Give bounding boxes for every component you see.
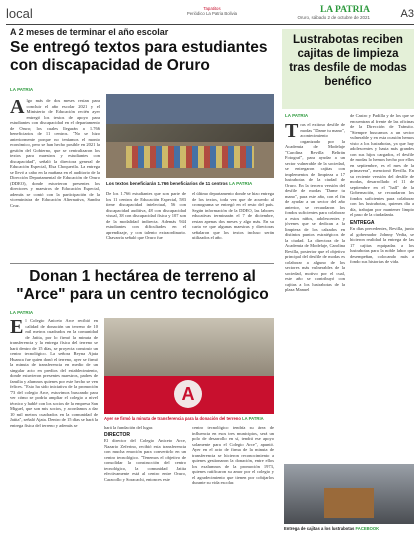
header-brand: LA PATRIA bbox=[319, 5, 370, 15]
art1-dropcap: A bbox=[10, 98, 25, 118]
art2-column-2 bbox=[350, 113, 414, 462]
art1-byline: LA PATRIA bbox=[10, 87, 34, 92]
art1-col1-text: lgo más de dos meses restan para concluir el año escolar 2021 y el Ministerio de Educación recién ayer entregó los textos de apoyo para estudiantes con discapacidad en el departamento de Oruro; los cuales llegarán a 1.766 beneficiarios de 11 centros. "No se hizo anteriormente porque no teníamos el monto económico, pero se han hecho posible en 2021 la gestión del Gobierno, que se centralizaron los textos para maestros y estudiantes con discapacidad", señaló la directora general de Educación Especial, Elsa Choquerila. La entrega se llevó a cabo en la mañana en el auditorio de la Dirección Departamental de Educación de Oruro (DDEO), donde estuvieron presentes los directores y maestros de Educación Especial, además se contó con la participación de la viceministra de Educación Alternativa, Sandra Cruz. bbox=[10, 98, 100, 208]
header-rule bbox=[6, 24, 414, 25]
section-divider bbox=[10, 263, 274, 264]
art3-col2-text: hará la fundación del lugar. bbox=[104, 425, 154, 430]
header-center-top: Tapatitos bbox=[203, 6, 221, 11]
art2-photo bbox=[284, 464, 414, 524]
art1-column-3: el último departamento donde se hizo entrega de los textos, toda vez que de acuerdo al cronograma se entregó en el resto del país. Según información de la DDEO, las labores educativas terminarán el 7 de diciembre, restan apenas dos meses y algo más. En su carta ve que algunas maestras y directoras señalaron que los textos incluso serán utilizados el año. bbox=[192, 191, 274, 240]
art3-photo-caption bbox=[104, 416, 274, 421]
art2-caption-credit: FACEBOOK bbox=[355, 526, 380, 531]
art1-caption-credit: LA PATRIA bbox=[229, 181, 253, 186]
art2-title-box bbox=[282, 29, 414, 109]
art3-photo-emblem: A bbox=[174, 380, 202, 408]
art1-photo-stage bbox=[106, 94, 274, 124]
art2-byline: LA PATRIA bbox=[285, 113, 309, 118]
header-center bbox=[172, 6, 252, 16]
header-dateline: Oruro, sábado 2 de octubre de 2021 bbox=[297, 15, 370, 20]
art1-column-2: De los 1.766 estudiantes que son parte de los 11 centros de Educación Especial, 583 tiene discapacidad intelectual, 56 con discapacidad auditiva, 48 con discapacidad visual, 38 con discapacidad física y 107 son de la modalidad indirecta. Además 944 estudiantes con dificultades en el aprendizaje, y con talento extraordinario. Chavarría señaló que Oruro fue bbox=[106, 191, 186, 240]
art1-title: Se entregó textos para estudiantes con discapacidad de Oruro bbox=[10, 39, 268, 74]
art2-title: Lustrabotas reciben cajitas de limpieza tras desfile de modas benéfico bbox=[289, 34, 407, 88]
art3-dropcap: E bbox=[10, 318, 24, 338]
art3-column-3: centro tecnológico tendría su área de influencia en esos tres municipios, será un polo de desarrollo en sí, tendrá ese apoyo solamente para el Colegio Arce", apuntó. Ayer en el acto de firma de la minuta de transferencia se hicieron reconocimiento a quienes gestionaron la donación, entre ellos los exalumnos de la promoción 1973, quienes ratificaron su amor por el colegio y el agradecimiento que tienen por cobijarlos durante su vida escolar. bbox=[192, 425, 274, 485]
art3-caption-text: Ayer se firmó la minuta de transferencia para la donación del terreno bbox=[104, 416, 241, 421]
art3-caption-credit: LA PATRIA bbox=[242, 416, 264, 421]
art1-photo-caption bbox=[106, 181, 274, 186]
art2-subhead: ENTREGA bbox=[350, 219, 375, 226]
art2-col1-text: ras el exitoso desfile de modas "Dame tu mano", acontecimiento organizado por la Academia de Modelaje "Carolina Revilla Beltrán Fotograf", para ayudar a un sector vulnerable de la sociedad, se entregaron cajitas con implementos de limpieza a 17 lustrabotas de la ciudad de Oruro. En la tercera versión del desfile de modas "Dame tu mano", para este año, con el fin de ayudar a un sector del año anterior, se recaudaron los fondos suficientes para colaborar a estos niños, adolescentes y jóvenes que se dedican a la limpieza de los calzados en distintos puntos estratégicos de la ciudad. La directora de la Academia de Modelaje, Carolina Revilla, posterior que el objetivo principal del desfile de modas es colaborar a alguno de los sectores más vulnerables de la sociedad, motivo por el cual, este año se contribuyó con cajitas a los lustrabotas de la plaza Manuel bbox=[285, 122, 345, 292]
art3-column-2 bbox=[104, 425, 186, 528]
art2-photo-caption bbox=[284, 526, 414, 531]
art3-col2b-text: El director del Colegio Aniceto Arce, Nazario Zeferino, recibió esta transferencia con mucha emoción para convertirlo en un centro tecnológico. "Tenemos el objetivo de consolidar la construcción del centro tecnológico, la comunidad Jatita efectivamente está al centro entre Oruro, Caracollo y Soracachi, entonces este bbox=[104, 438, 186, 482]
art2-col2-text: de Castro y Padilla y de los que se encuentran al frente de las oficinas de la Dirección de Tránsito. "Siempre buscamos a un sector vulnerable y en esta ocasión hemos visto a los lustrabotas, ya que hay adolescentes y hasta más grandes con sus hijos cargados, el desfile de modas lo hemos hecho por ellos en septiembre, es el mes de la primavera", mencionó Revilla. En su reciente versión del desfile de modas, desarrollado el 11 de septiembre en el "hall" de la Gobernación, se recaudaron los fondos suficientes para colaborar con los lustrabotas, quienes día a día, trabajan por mantener limpio el paso de la ciudadanía. bbox=[350, 113, 414, 217]
art1-photo-books bbox=[126, 146, 254, 168]
art3-photo bbox=[104, 318, 274, 414]
art2-caption-text: Entrega de cajitas a los lustrabotas bbox=[284, 526, 355, 531]
art1-caption-text: Los textos beneficiarán 1.766 beneficiarios de 11 centros bbox=[106, 181, 228, 186]
page-number: A3 bbox=[400, 8, 414, 20]
art2-photo-crate bbox=[324, 488, 374, 518]
art1-photo bbox=[106, 94, 274, 178]
art3-subhead: DIRECTOR bbox=[104, 431, 131, 438]
art2-dropcap: T bbox=[285, 122, 299, 142]
art3-byline: LA PATRIA bbox=[10, 310, 34, 315]
art3-col1-text: l Colegio Aniceto Arce recibió en calidad de donación un terreno de 10 mil metros cuadrados en la comunidad de Jatita, por lo firmó la minuta de transferencia y la entrega física del terreno se hará dentro de 15 días, se proyecta construir un centro tecnológico. La señora Reyna Ajata Huanca fue quien donó el terreno, ayer se firmó la minuta de transferencia en medio de un singular acto en predios del establecimiento, donde estuvieron presentes maestros, padres de familia y alumnos quienes por este hecho se ven felices. "Esto ha sido iniciativa de la promoción '73 del colegio Arce, estuvimos buscando para ver cómo se podría ampliar el colegio a nivel técnico y hablé con los socios de la empresa San Miguel, que son mis socios, y acordamos a dar 10 mil metros cuadrados en la comunidad de Jatita", señaló Ajata. Dentro de 15 días se hará la entrega física del terreno y además se bbox=[10, 318, 98, 428]
art1-kicker: A 2 meses de terminar el año escolar bbox=[10, 27, 169, 37]
header-center-bottom: Periódico La Patria Bolivia bbox=[186, 11, 238, 16]
art3-column-1 bbox=[10, 318, 98, 528]
art2-col2b-text: En días precedentes, Revilla, junto al gobernador Johnny Vedia, se hicieron realidad la entrega de las 17 cajitas equipadas a los lustrabotas para la noble labor que desempeñan, colocando más a fondo sus historias de vida. bbox=[350, 226, 414, 264]
section-label: local bbox=[6, 6, 33, 21]
art1-column-1 bbox=[10, 98, 100, 250]
art2-column-1 bbox=[285, 122, 345, 462]
art3-title: Donan 1 hectárea de terreno al "Arce" para un centro tecnológico bbox=[16, 268, 269, 303]
